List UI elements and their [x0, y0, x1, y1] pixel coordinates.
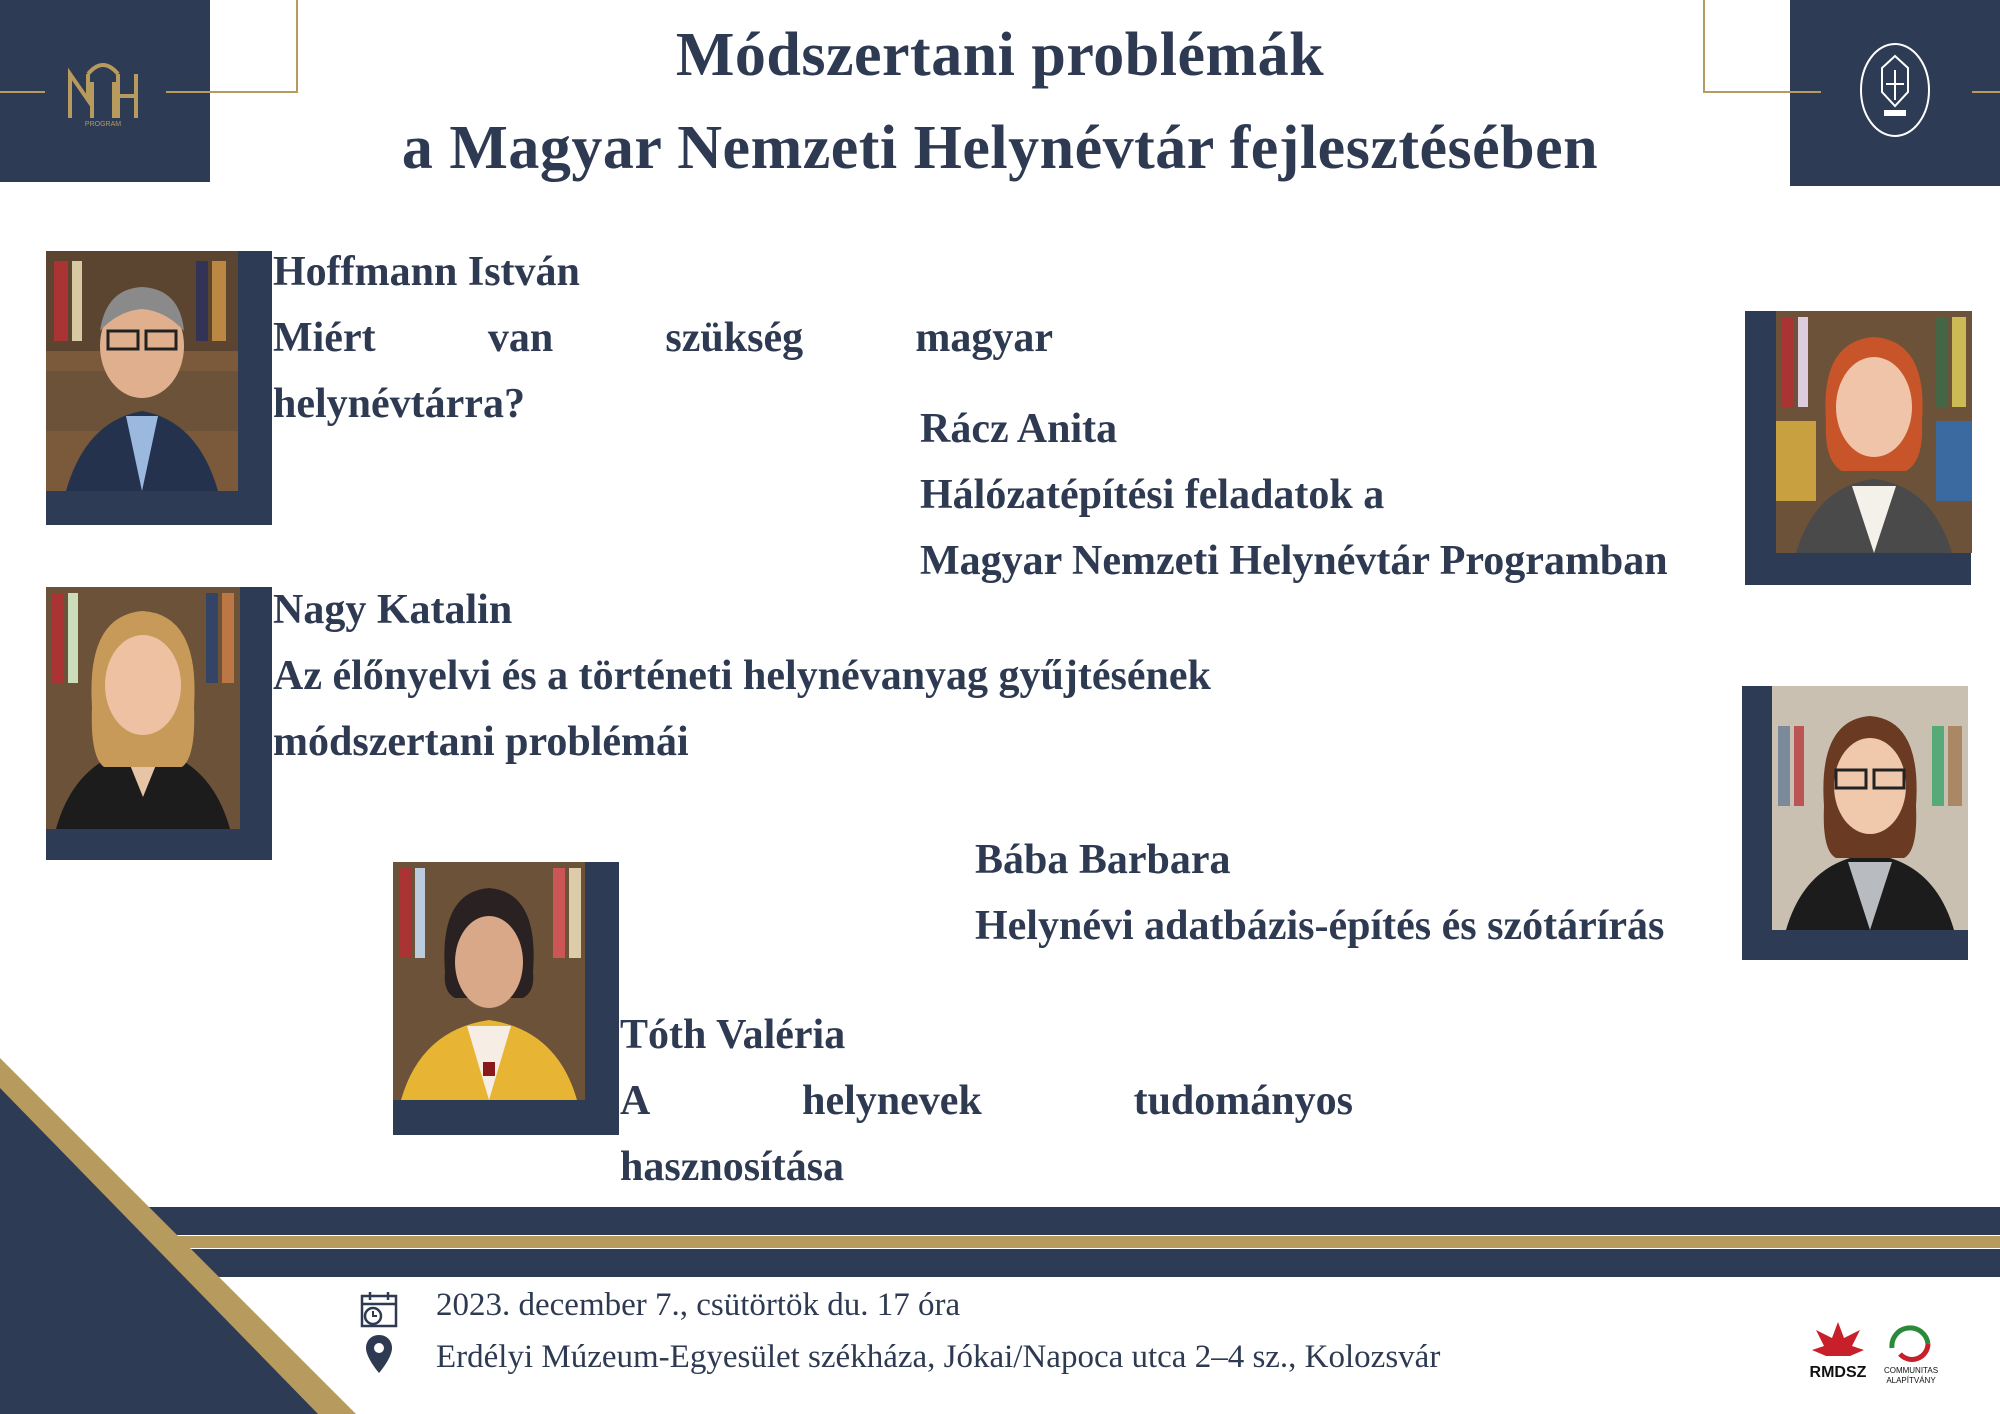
- communitas-label-line2: ALAPÍTVÁNY: [1886, 1376, 1936, 1385]
- talk-title-nagy-line2: módszertani problémái: [273, 719, 689, 765]
- logo-program-text: PROGRAM: [84, 121, 122, 128]
- top-left-gold-line: [0, 91, 45, 93]
- communitas-logo: [1882, 1318, 1940, 1366]
- talk-title-racz-line1: Hálózatépítési feladatok a: [920, 472, 1385, 518]
- speaker-name-racz: Rácz Anita: [920, 406, 1118, 452]
- photo-hoffmann: [46, 251, 238, 491]
- speaker-name-hoffmann: Hoffmann István: [273, 249, 580, 295]
- talk-word: helynevek: [802, 1078, 982, 1124]
- speaker-name-baba: Bába Barbara: [975, 837, 1231, 883]
- photo-toth: [393, 862, 585, 1100]
- event-date: 2023. december 7., csütörtök du. 17 óra: [436, 1287, 961, 1323]
- top-right-gold-line: [1703, 91, 1821, 93]
- top-left-gold-line-2: [166, 91, 298, 93]
- page-title-line2: a Magyar Nemzeti Helynévtár fejlesztésében: [401, 114, 1599, 182]
- talk-word: Miért: [273, 315, 376, 361]
- rmdsz-label: RMDSZ: [1809, 1364, 1867, 1381]
- talk-word: van: [487, 315, 554, 361]
- talk-word: A: [620, 1078, 651, 1124]
- talk-title-toth-line1: [620, 1077, 1353, 1125]
- talk-title-racz-line2: Magyar Nemzeti Helynévtár Programban: [920, 538, 1668, 584]
- photo-baba: [1772, 686, 1968, 930]
- communitas-label-line1: COMMUNITAS: [1883, 1366, 1939, 1375]
- talk-title-hoffmann-line1: [273, 314, 1053, 362]
- event-location: Erdélyi Múzeum-Egyesület székháza, Jókai/Napoca utca 2–4 sz., Kolozsvár: [436, 1339, 1441, 1375]
- talk-word: tudományos: [1133, 1078, 1353, 1124]
- talk-title-hoffmann-line2: helynévtárra?: [273, 381, 525, 427]
- talk-word: magyar: [915, 315, 1053, 361]
- speaker-name-nagy: Nagy Katalin: [273, 587, 513, 633]
- top-right-gold-line-2: [1972, 91, 2000, 93]
- calendar-icon: [358, 1290, 400, 1330]
- talk-word: szükség: [665, 315, 804, 361]
- talk-title-toth-line2: hasznosítása: [620, 1144, 845, 1190]
- photo-racz: [1776, 311, 1972, 553]
- location-pin-icon: [364, 1333, 394, 1375]
- corner-decoration: [0, 1058, 360, 1414]
- page-title-line1: Módszertani problémák: [675, 21, 1325, 89]
- speaker-name-toth: Tóth Valéria: [620, 1012, 846, 1058]
- talk-title-baba-line1: Helynévi adatbázis-építés és szótárírás: [975, 903, 1665, 949]
- talk-title-nagy-line1: Az élőnyelvi és a történeti helynévanyag gyűjtésének: [273, 653, 1211, 699]
- photo-nagy: [46, 587, 240, 829]
